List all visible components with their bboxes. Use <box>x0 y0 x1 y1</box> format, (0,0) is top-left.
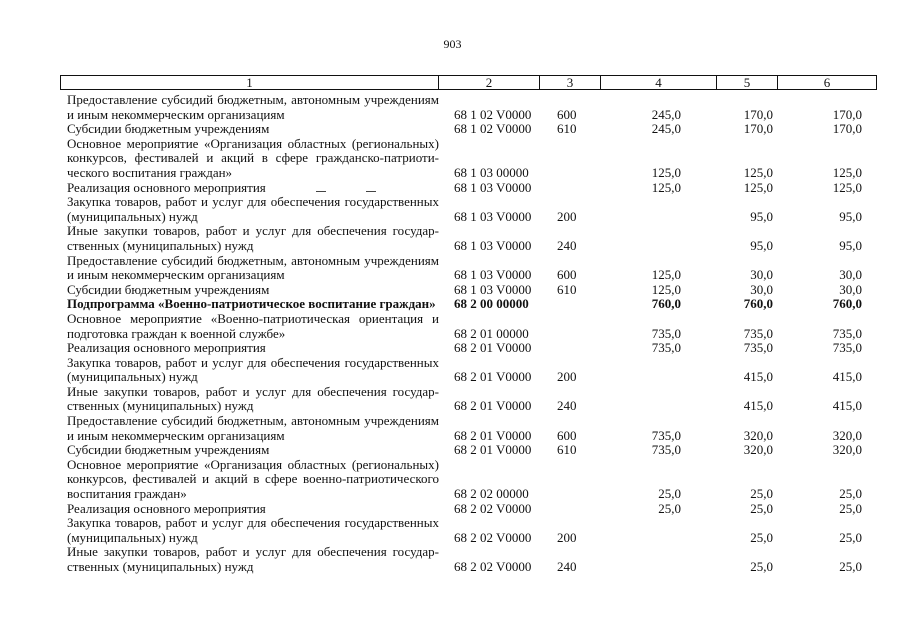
row-value-col4: 25,0 <box>658 500 681 516</box>
table-row <box>0 181 905 196</box>
row-value-col6: 320,0 <box>832 442 862 458</box>
header-cell-2: 2 <box>439 76 540 89</box>
row-value-col5: 30,0 <box>750 281 773 297</box>
row-value-col6: 125,0 <box>832 164 862 180</box>
header-cell-6: 6 <box>823 75 831 90</box>
row-value-col5: 320,0 <box>743 442 773 458</box>
table-body <box>0 93 905 575</box>
row-value-col6: 735,0 <box>832 325 862 341</box>
row-description: Предоставление субсидий бюджетным, автономным учреждениям и иным некоммерческим организациям <box>67 252 439 283</box>
table-row <box>0 443 905 458</box>
row-expense-type: 200 <box>557 369 577 385</box>
scan-mark <box>366 191 376 192</box>
row-value-col5: 95,0 <box>750 237 773 253</box>
table-row <box>0 224 905 253</box>
row-value-col4: 125,0 <box>651 267 681 283</box>
table-row <box>0 545 905 574</box>
table-row <box>0 414 905 443</box>
table-row <box>0 137 905 181</box>
row-value-col4: 245,0 <box>651 121 681 137</box>
row-expense-type: 240 <box>557 237 577 253</box>
row-code: 68 2 00 00000 <box>454 296 529 312</box>
row-value-col4: 245,0 <box>651 106 681 122</box>
row-code: 68 1 02 V0000 <box>454 106 532 122</box>
row-description: Основное мероприятие «Организация областных (региональных) конкурсов, фестивалей и акций в сфере военно-патриотического воспитания граждан» <box>67 456 439 502</box>
row-description: Субсидии бюджетным учреждениям <box>67 121 270 137</box>
row-expense-type: 600 <box>557 427 577 443</box>
row-code: 68 2 01 V0000 <box>454 427 532 443</box>
table-row <box>0 254 905 283</box>
row-value-col6: 30,0 <box>839 267 862 283</box>
row-expense-type: 200 <box>557 529 577 545</box>
row-code: 68 1 03 00000 <box>454 164 529 180</box>
row-description: Основное мероприятие «Военно-патриотическая ориентация и подготовка граждан к военной службе» <box>67 310 439 341</box>
row-description: Иные закупки товаров, работ и услуг для обеспечения государ-ственных (муниципальных) нужд <box>67 383 439 414</box>
row-value-col6: 25,0 <box>839 529 862 545</box>
row-description: Реализация основного мероприятия <box>67 340 266 356</box>
header-cell-4: 4 <box>601 76 717 89</box>
row-value-col6: 125,0 <box>832 179 862 195</box>
row-value-col5: 415,0 <box>743 369 773 385</box>
row-value-col4: 125,0 <box>651 281 681 297</box>
table-row <box>0 312 905 341</box>
row-code: 68 2 02 V0000 <box>454 500 532 516</box>
row-description: Субсидии бюджетным учреждениям <box>67 442 270 458</box>
row-code: 68 1 03 V0000 <box>454 267 532 283</box>
row-value-col4: 760,0 <box>651 296 681 312</box>
row-value-col5: 735,0 <box>743 325 773 341</box>
row-code: 68 2 02 V0000 <box>454 529 532 545</box>
row-description: Закупка товаров, работ и услуг для обеспечения государственных (муниципальных) нужд <box>67 515 439 545</box>
row-value-col5: 170,0 <box>743 121 773 137</box>
row-description: Подпрограмма «Военно-патриотическое воспитание граждан» <box>67 296 436 312</box>
row-value-col5: 25,0 <box>750 486 773 502</box>
row-description: Закупка товаров, работ и услуг для обеспечения государственных (муниципальных) нужд <box>67 194 439 224</box>
row-description: Реализация основного мероприятия <box>67 500 266 516</box>
row-code: 68 1 03 V0000 <box>454 179 532 195</box>
scan-mark <box>316 191 326 192</box>
row-value-col5: 320,0 <box>743 427 773 443</box>
table-row <box>0 195 905 224</box>
row-value-col6: 735,0 <box>832 340 862 356</box>
row-code: 68 2 01 V0000 <box>454 340 532 356</box>
row-expense-type: 610 <box>557 121 577 137</box>
row-description: Предоставление субсидий бюджетным, автономным учреждениям и иным некоммерческим организациям <box>67 413 439 443</box>
row-value-col4: 735,0 <box>651 325 681 341</box>
row-value-col6: 170,0 <box>832 106 862 122</box>
row-description: Иные закупки товаров, работ и услуг для обеспечения государ-ственных (муниципальных) нужд <box>67 544 439 575</box>
row-value-col6: 25,0 <box>839 559 862 575</box>
row-value-col5: 25,0 <box>750 500 773 516</box>
row-code: 68 2 02 00000 <box>454 486 529 502</box>
row-value-col6: 25,0 <box>839 486 862 502</box>
row-expense-type: 240 <box>557 559 577 575</box>
row-expense-type: 610 <box>557 442 577 458</box>
row-code: 68 1 03 V0000 <box>454 237 532 253</box>
row-value-col6: 170,0 <box>832 121 862 137</box>
row-code: 68 2 02 V0000 <box>454 559 532 575</box>
row-value-col5: 735,0 <box>743 340 773 356</box>
row-value-col5: 25,0 <box>750 529 773 545</box>
page-number: 903 <box>443 37 462 51</box>
table-row <box>0 93 905 122</box>
row-value-col4: 125,0 <box>651 164 681 180</box>
table-row <box>0 502 905 517</box>
row-value-col6: 415,0 <box>832 369 862 385</box>
row-value-col6: 30,0 <box>839 281 862 297</box>
table-row <box>0 283 905 298</box>
row-value-col4: 735,0 <box>651 427 681 443</box>
row-code: 68 1 03 V0000 <box>454 281 532 297</box>
row-expense-type: 200 <box>557 208 577 224</box>
row-value-col5: 760,0 <box>743 296 773 312</box>
row-code: 68 2 01 V0000 <box>454 398 532 414</box>
table-row <box>0 356 905 385</box>
row-value-col4: 735,0 <box>651 442 681 458</box>
table-row <box>0 385 905 414</box>
table-row <box>0 516 905 545</box>
row-value-col5: 125,0 <box>743 164 773 180</box>
row-value-col4: 25,0 <box>658 486 681 502</box>
row-value-col6: 320,0 <box>832 427 862 443</box>
row-description: Основное мероприятие «Организация областных (региональных) конкурсов, фестивалей и акций в сфере гражданско-патриоти-ческого воспитания граждан» <box>67 135 439 180</box>
row-description: Субсидии бюджетным учреждениям <box>67 281 270 297</box>
row-code: 68 2 01 V0000 <box>454 369 532 385</box>
row-value-col4: 735,0 <box>651 340 681 356</box>
row-expense-type: 600 <box>557 106 577 122</box>
header-cell-5: 5 <box>717 76 778 89</box>
row-code: 68 1 02 V0000 <box>454 121 532 137</box>
row-code: 68 2 01 V0000 <box>454 442 532 458</box>
row-value-col6: 415,0 <box>832 398 862 414</box>
header-cell-3: 3 <box>540 76 601 89</box>
row-value-col5: 170,0 <box>743 106 773 122</box>
row-value-col5: 415,0 <box>743 398 773 414</box>
table-row <box>0 341 905 356</box>
row-description: Иные закупки товаров, работ и услуг для обеспечения государ-ственных (муниципальных) нужд <box>67 223 439 253</box>
table-row <box>0 122 905 137</box>
row-description: Закупка товаров, работ и услуг для обеспечения государственных (муниципальных) нужд <box>67 354 439 385</box>
row-expense-type: 600 <box>557 267 577 283</box>
row-description: Реализация основного мероприятия <box>67 179 266 195</box>
row-value-col5: 25,0 <box>750 559 773 575</box>
row-value-col6: 25,0 <box>839 500 862 516</box>
row-value-col5: 95,0 <box>750 208 773 224</box>
row-value-col6: 95,0 <box>839 208 862 224</box>
row-description: Предоставление субсидий бюджетным, автономным учреждениям и иным некоммерческим организациям <box>67 92 439 122</box>
table-row <box>0 458 905 502</box>
row-value-col6: 760,0 <box>832 296 862 312</box>
header-cell-1: 1 <box>61 76 439 89</box>
row-expense-type: 610 <box>557 281 577 297</box>
table-header-row <box>60 75 877 90</box>
row-value-col5: 30,0 <box>750 267 773 283</box>
table-row <box>0 297 905 312</box>
row-value-col4: 125,0 <box>651 179 681 195</box>
row-code: 68 2 01 00000 <box>454 325 529 341</box>
row-value-col5: 125,0 <box>743 179 773 195</box>
row-code: 68 1 03 V0000 <box>454 208 532 224</box>
row-value-col6: 95,0 <box>839 237 862 253</box>
row-expense-type: 240 <box>557 398 577 414</box>
